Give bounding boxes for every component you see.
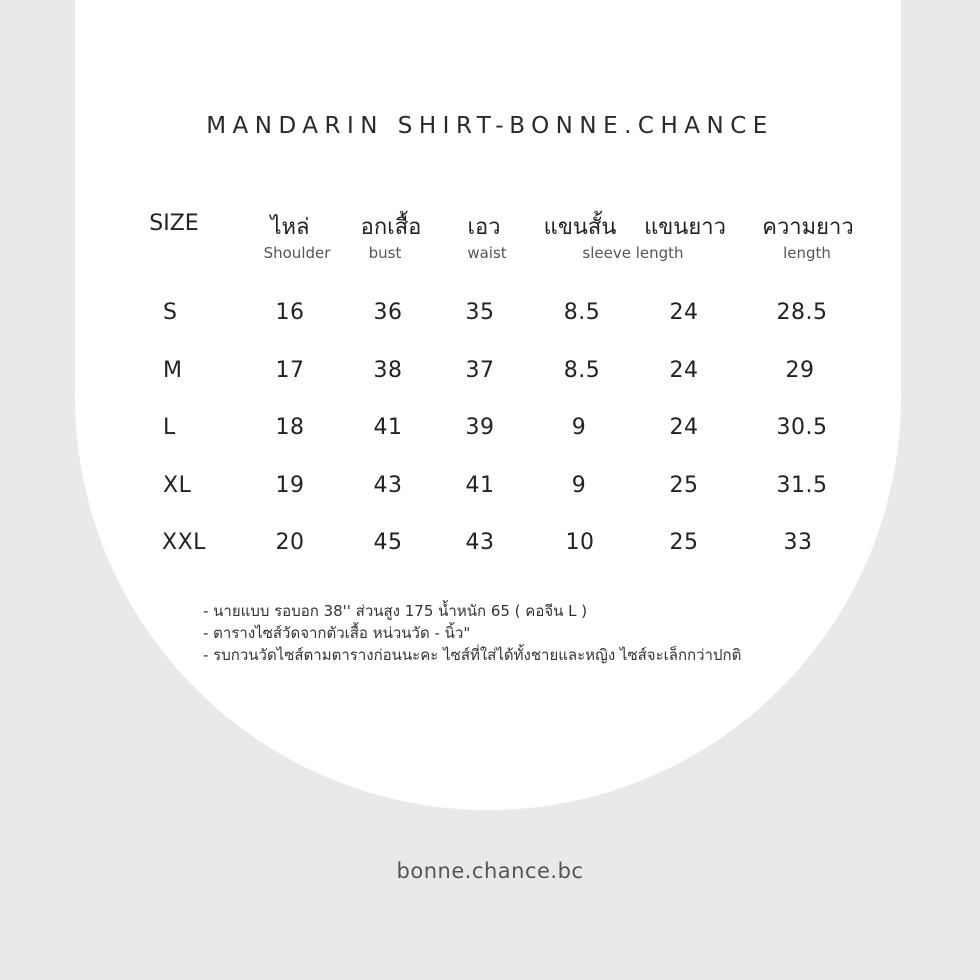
cell-bust: 43	[373, 473, 403, 498]
notes	[203, 600, 741, 666]
header-length-th: ความยาว	[762, 215, 854, 240]
header-bust-en: bust	[368, 244, 402, 262]
table-row-size: L	[163, 415, 176, 440]
cell-long-sleeve: 25	[669, 473, 699, 498]
cell-long-sleeve: 24	[669, 358, 699, 383]
cell-short-sleeve: 8.5	[563, 358, 601, 383]
cell-waist: 41	[465, 473, 495, 498]
header-long-sleeve-th: แขนยาว	[644, 215, 726, 240]
header-shoulder-en: Shoulder	[263, 244, 331, 262]
cell-length: 31.5	[776, 473, 828, 498]
cell-bust: 38	[373, 358, 403, 383]
cell-short-sleeve: 9	[571, 473, 587, 498]
cell-bust: 45	[373, 530, 403, 555]
cell-short-sleeve: 10	[565, 530, 595, 555]
table-row-size: M	[163, 358, 183, 383]
table-row-size: XXL	[162, 530, 206, 555]
cell-shoulder: 17	[275, 358, 305, 383]
page-title: MANDARIN SHIRT-BONNE.CHANCE	[206, 113, 774, 139]
cell-long-sleeve: 25	[669, 530, 699, 555]
header-shoulder-th: ไหล่	[270, 215, 310, 240]
note-model: - นายแบบ รอบอก 38'' ส่วนสูง 175 น้ำหนัก 65 ( คอจีน L )	[203, 602, 588, 620]
note-size-advice: - รบกวนวัดไซส์ตามตารางก่อนนะคะ ไซส์ที่ใส่ได้ทั้งชายและหญิง ไซส์จะเล็กกว่าปกติ	[203, 646, 742, 664]
cell-waist: 39	[465, 415, 495, 440]
cell-shoulder: 18	[275, 415, 305, 440]
header-length-en: length	[783, 244, 831, 262]
cell-waist: 43	[465, 530, 495, 555]
cell-shoulder: 19	[275, 473, 305, 498]
cell-shoulder: 16	[275, 300, 305, 325]
header-short-sleeve-th: แขนสั้น	[543, 215, 617, 240]
table-row-size: S	[163, 300, 178, 325]
cell-waist: 35	[465, 300, 495, 325]
cell-waist: 37	[465, 358, 495, 383]
header-waist-th: เอว	[467, 215, 501, 240]
cell-length: 29	[785, 358, 815, 383]
header-sleeve-en: sleeve length	[582, 244, 684, 262]
header-waist-en: waist	[467, 244, 507, 262]
cell-shoulder: 20	[275, 530, 305, 555]
cell-length: 28.5	[776, 300, 828, 325]
cell-short-sleeve: 8.5	[563, 300, 601, 325]
header-size: SIZE	[149, 211, 199, 236]
table-row-size: XL	[163, 473, 192, 498]
note-measurement-unit: - ตารางไซส์วัดจากตัวเสื้อ หน่วนวัด - นิ้ว"	[203, 624, 471, 642]
cell-bust: 36	[373, 300, 403, 325]
cell-long-sleeve: 24	[669, 300, 699, 325]
header-bust-th: อกเสื้อ	[360, 215, 422, 240]
cell-bust: 41	[373, 415, 403, 440]
footer-handle: bonne.chance.bc	[396, 859, 584, 883]
cell-length: 33	[783, 530, 813, 555]
cell-short-sleeve: 9	[571, 415, 587, 440]
cell-long-sleeve: 24	[669, 415, 699, 440]
cell-length: 30.5	[776, 415, 828, 440]
